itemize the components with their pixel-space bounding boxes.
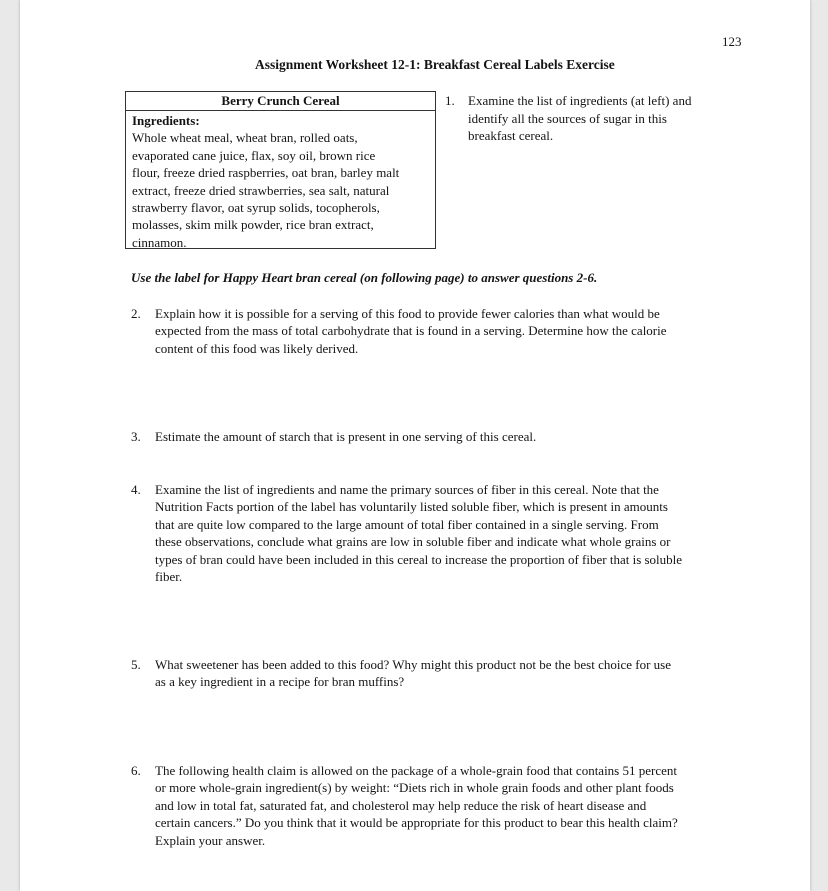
ingredient-line: Whole wheat meal, wheat bran, rolled oats, [132,130,358,146]
instruction-text: Use the label for Happy Heart bran cereal (on following page) to answer questions 2-6. [131,270,598,285]
question-number: 6. [131,763,141,778]
ingredient-line: molasses, skim milk powder, rice bran extract, [132,217,374,233]
question-line: Explain your answer. [155,832,266,848]
ingredient-line: evaporated cane juice, flax, soy oil, brown rice [132,147,376,163]
question-number: 5. [131,657,141,672]
question-line: Explain how it is possible for a serving of this food to provide fewer calories than what would be [155,306,660,321]
cereal-name: Berry Crunch Cereal [126,92,435,111]
question-line: types of bran could have been included in this cereal to increase the proportion of fiber that is soluble [155,551,683,567]
question-line: Examine the list of ingredients (at left) and [468,93,692,108]
ingredient-line: extract, freeze dried strawberries, sea salt, natural [132,182,390,198]
question-line: Nutrition Facts portion of the label has voluntarily listed soluble fiber, which is present in amounts [155,499,668,515]
ingredients-heading: Ingredients: [132,113,200,128]
question-text [155,428,536,445]
question-line: that are quite low compared to the large amount of total fiber contained in a single serving. From [155,516,659,532]
question-number: 1. [445,93,455,108]
question-line: The following health claim is allowed on the package of a whole-grain food that contains 51 percent [155,763,677,778]
question-number: 2. [131,306,141,321]
question-line: expected from the mass of total carbohydrate that is found in a serving. Determine how the calorie [155,323,667,339]
ingredient-line: flour, freeze dried raspberries, oat bran, barley malt [132,165,400,181]
question-line: content of this food was likely derived. [155,340,359,356]
question-line: certain cancers.” Do you think that it would be appropriate for this product to bear this health claim? [155,815,678,831]
worksheet-page [20,0,810,891]
question-number: 3. [131,429,141,444]
question-line: as a key ingredient in a recipe for bran muffins? [155,674,405,690]
question-number: 4. [131,482,141,497]
question-text [155,305,667,357]
question-text [155,762,678,849]
ingredient-line: cinnamon. [132,234,187,250]
worksheet-title: Assignment Worksheet 12-1: Breakfast Cereal Labels Exercise [255,57,615,72]
question-line: breakfast cereal. [468,128,554,143]
question-line: Estimate the amount of starch that is present in one serving of this cereal. [155,429,537,444]
question-line: or more whole-grain ingredient(s) by weight: “Diets rich in whole grain foods and other plant foods [155,780,674,796]
question-line: fiber. [155,569,183,585]
question-line: Examine the list of ingredients and name the primary sources of fiber in this cereal. Note that the [155,482,659,497]
cereal-label-box [125,91,436,249]
question-text [468,92,728,145]
question-text [155,656,671,691]
question-line: and low in total fat, saturated fat, and cholesterol may help reduce the risk of heart disease and [155,797,647,813]
question-text [155,481,682,585]
question-line: identify all the sources of sugar in this [468,110,667,126]
page-number: 123 [722,34,742,49]
question-line: What sweetener has been added to this food? Why might this product not be the best choice for use [155,657,672,672]
question-line: these observations, conclude what grains are low in soluble fiber and indicate what whole grains or [155,534,671,550]
ingredient-line: strawberry flavor, oat syrup solids, tocopherols, [132,200,380,216]
ingredients-list [126,111,435,251]
